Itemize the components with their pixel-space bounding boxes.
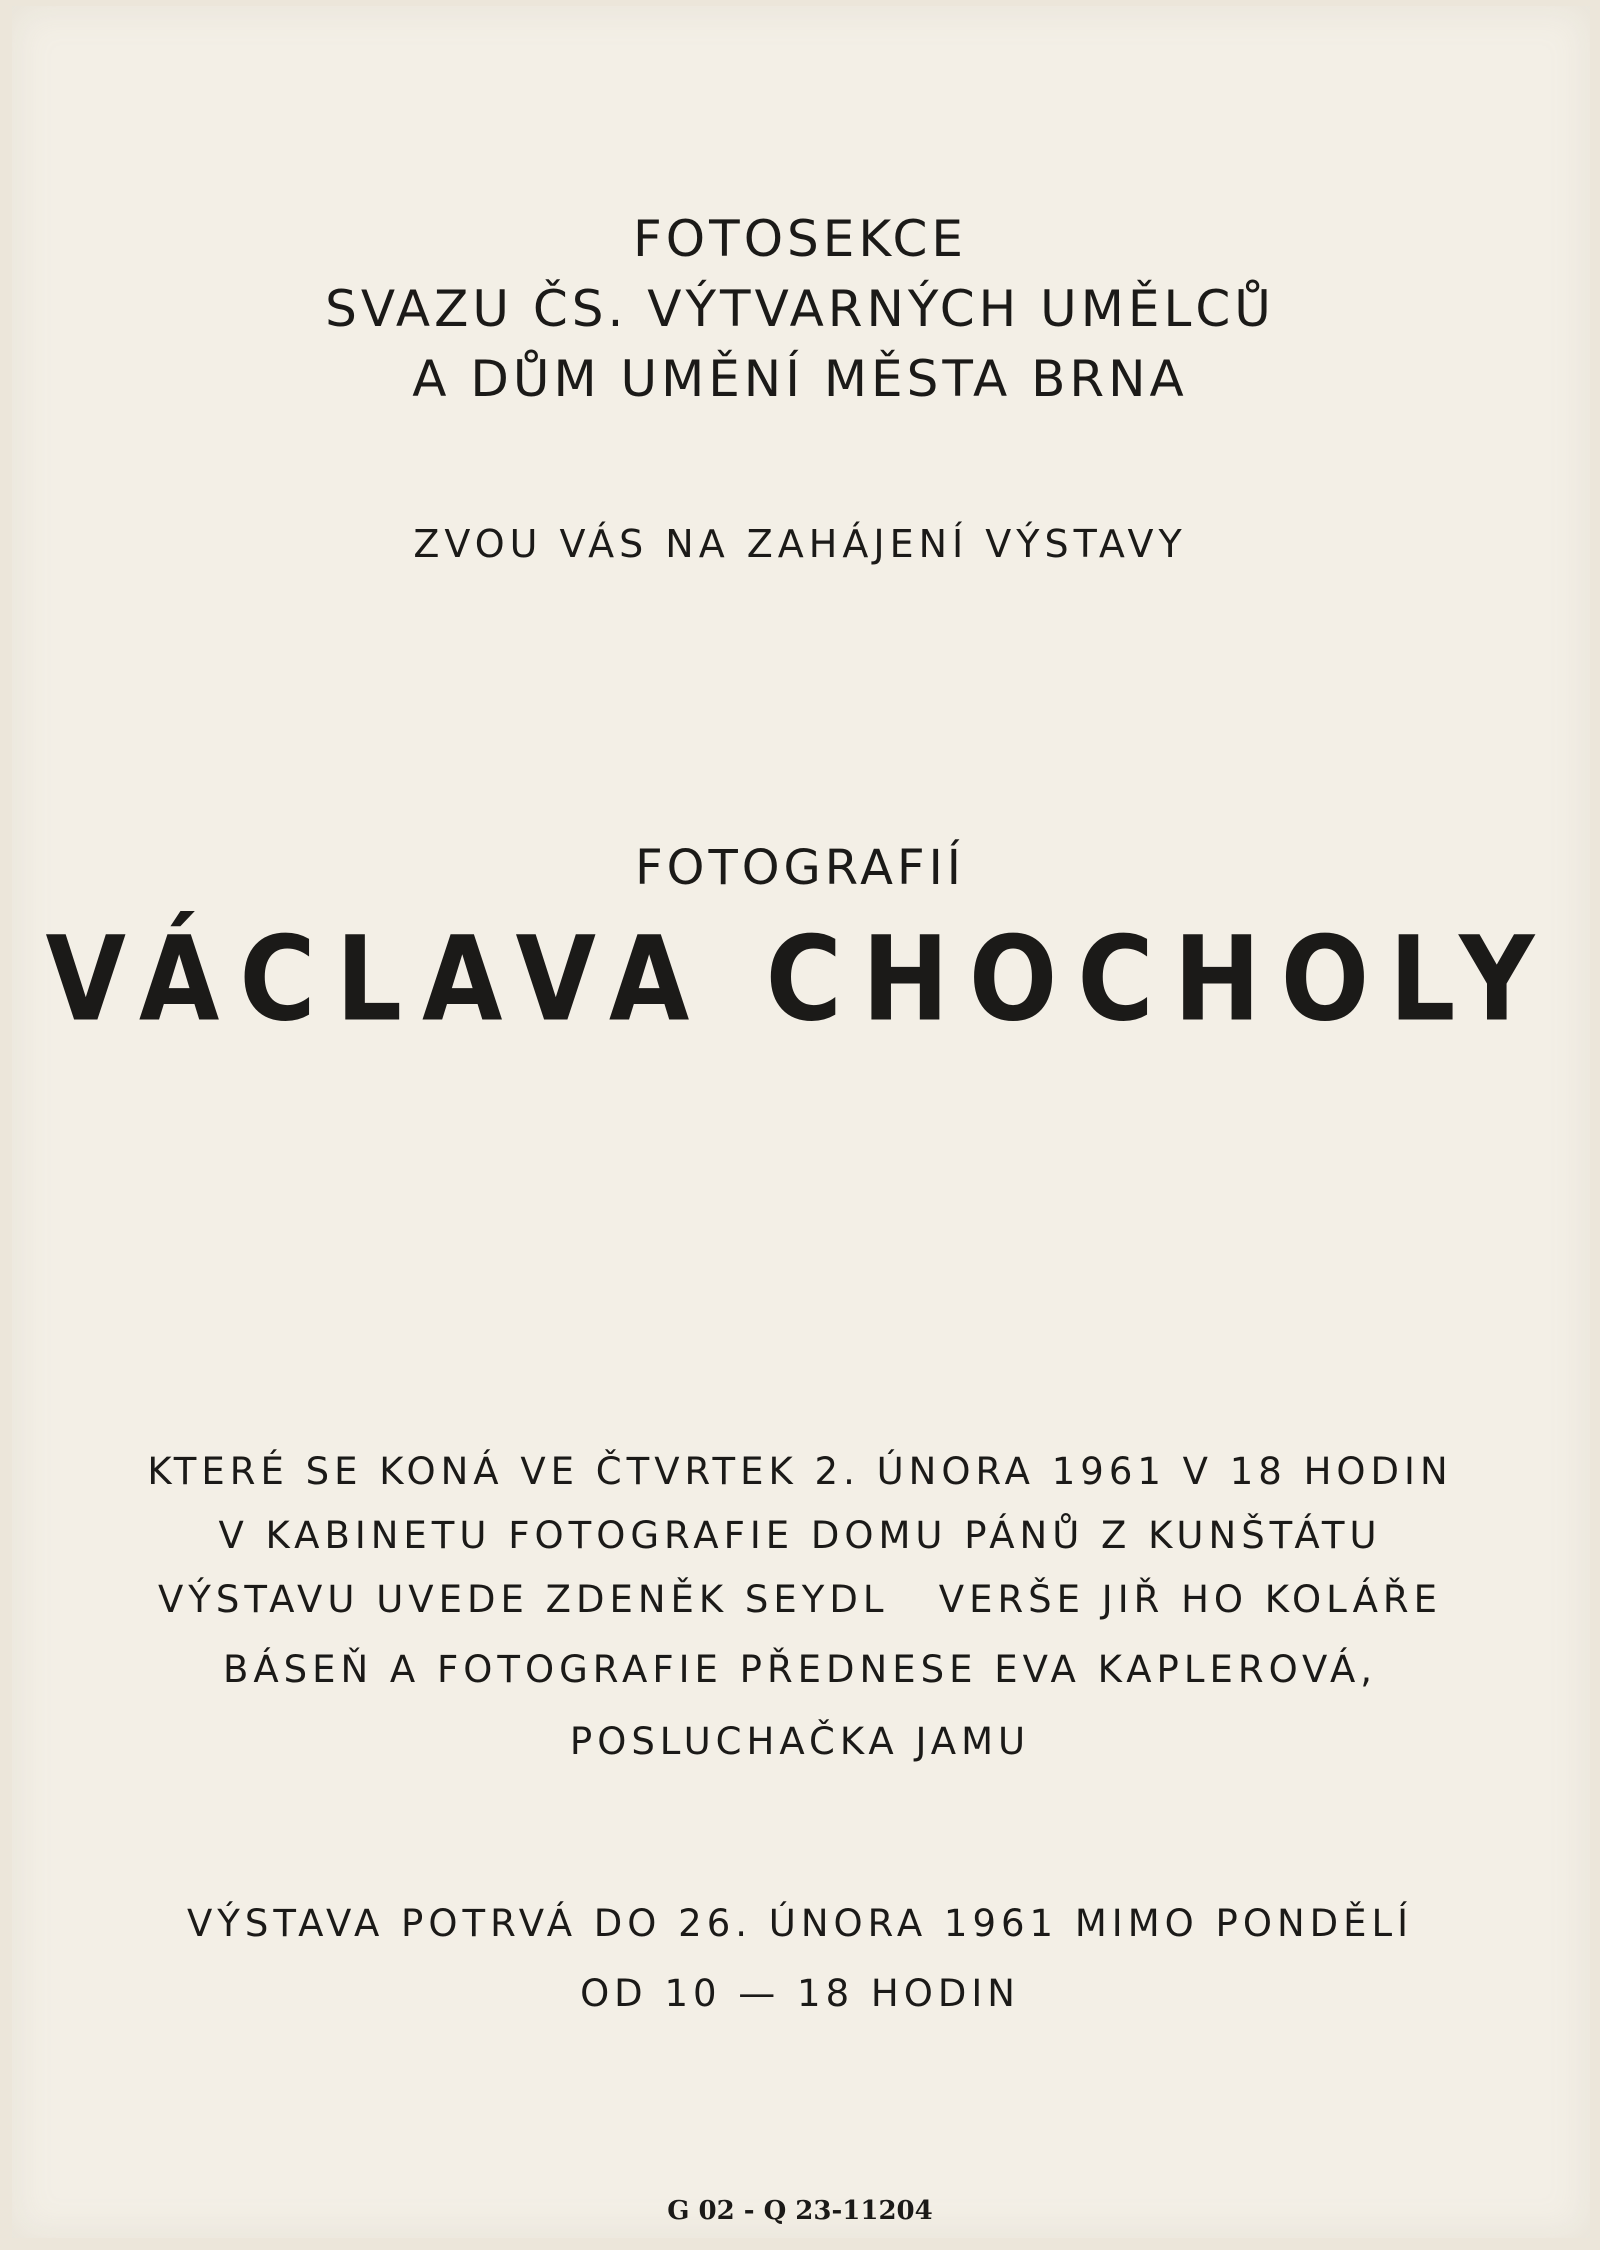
print-code: G 02 - Q 23-11204 xyxy=(667,2196,933,2226)
event-line-3: VÝSTAVU UVEDE ZDENĚK SEYDL VERŠE JIŘ HO KOLÁŘE xyxy=(157,1578,1443,1621)
subject-label: FOTOGRAFIÍ xyxy=(635,840,965,896)
photographer-name: VÁCLAVA CHOCHOLY xyxy=(45,910,1555,1048)
event-line-4: BÁSEŇ A FOTOGRAFIE PŘEDNESE EVA KAPLEROVÁ, xyxy=(222,1648,1378,1691)
event-line-1: KTERÉ SE KONÁ VE ČTVRTEK 2. ÚNORA 1961 V 18 HODIN xyxy=(147,1450,1453,1493)
event-line-2: V KABINETU FOTOGRAFIE DOMU PÁNŮ Z KUNŠTÁTU xyxy=(218,1514,1382,1557)
event-line-5: POSLUCHAČKA JAMU xyxy=(569,1720,1031,1763)
invitation-text: ZVOU VÁS NA ZAHÁJENÍ VÝSTAVY xyxy=(413,522,1187,566)
header-line-1: FOTOSEKCE xyxy=(633,210,967,268)
duration-line-1: VÝSTAVA POTRVÁ DO 26. ÚNORA 1961 MIMO PONDĚLÍ xyxy=(186,1902,1414,1945)
header-line-3: A DŮM UMĚNÍ MĚSTA BRNA xyxy=(412,350,1188,408)
header-line-2: SVAZU ČS. VÝTVARNÝCH UMĚLCŮ xyxy=(325,280,1275,338)
duration-line-2: OD 10 — 18 HODIN xyxy=(580,1972,1020,2015)
